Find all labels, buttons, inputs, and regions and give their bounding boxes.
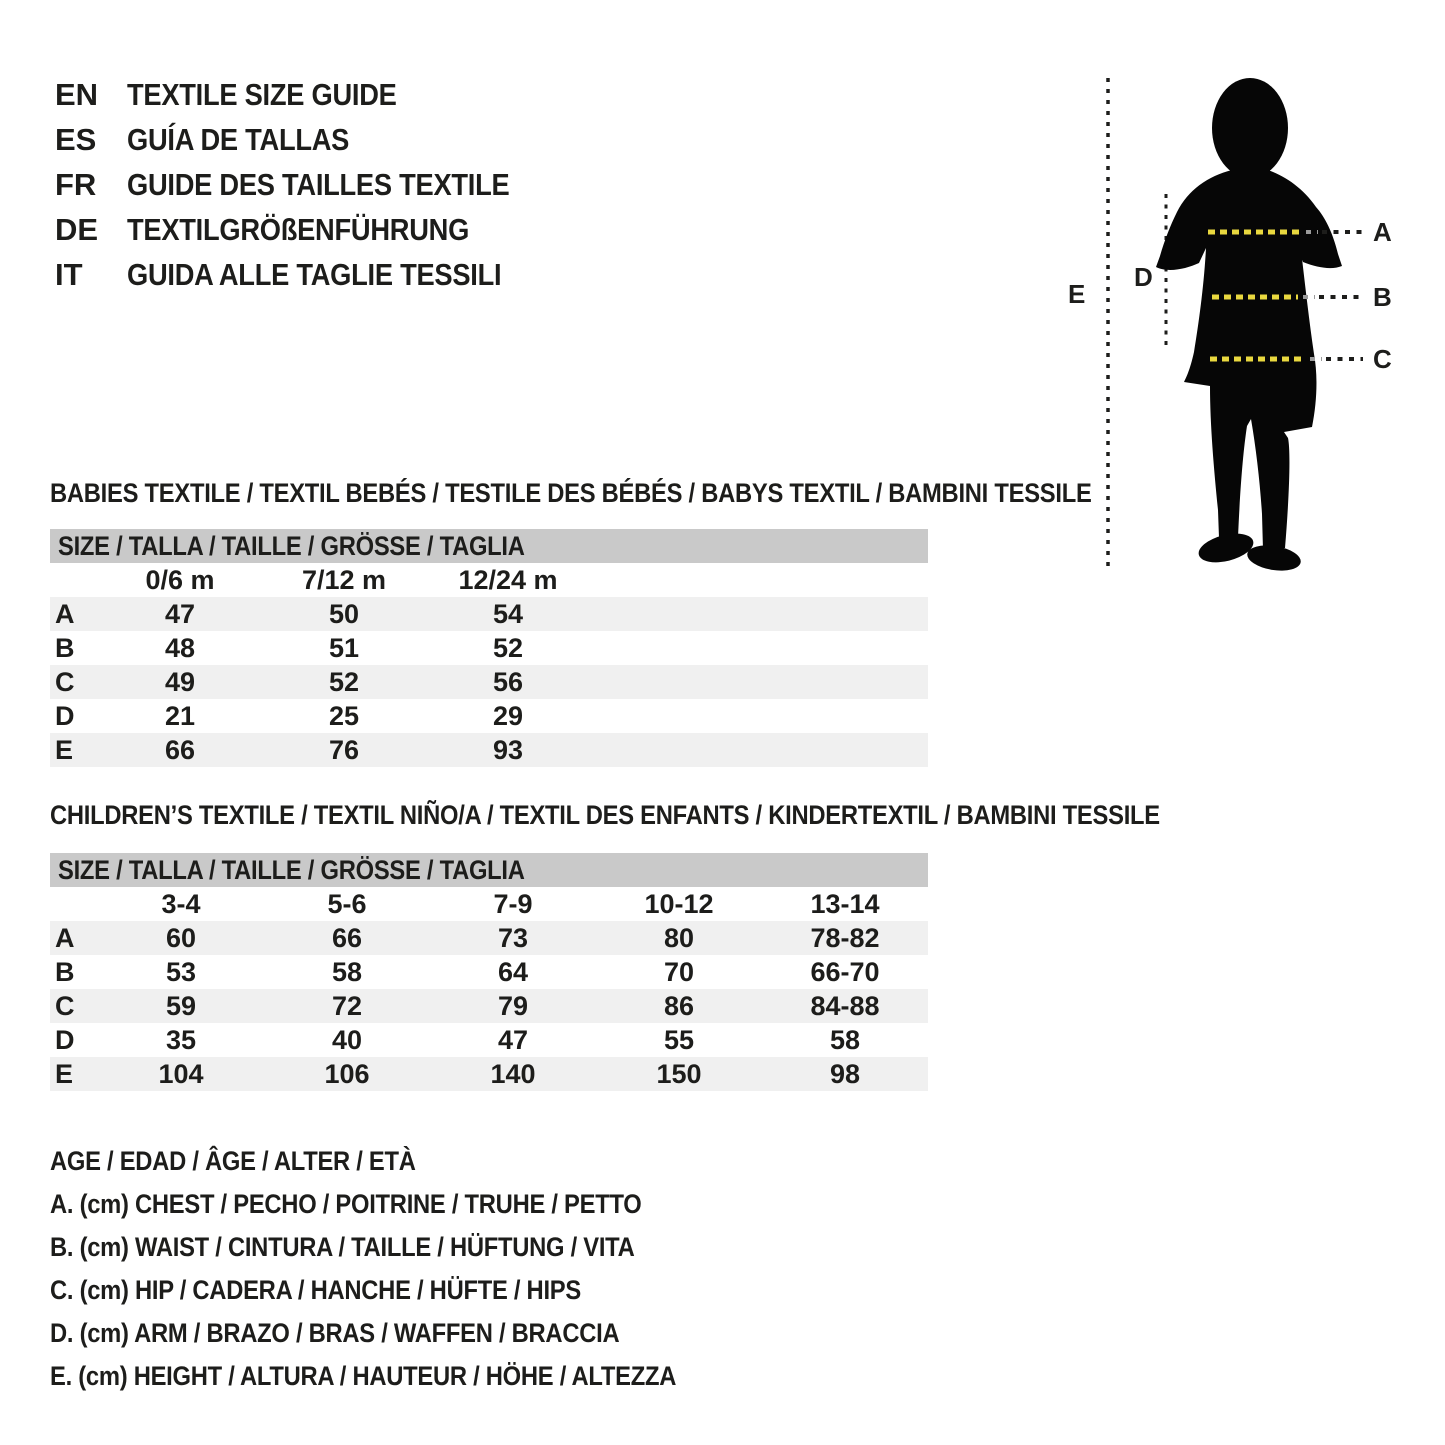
cell-value: 84-88 [810,990,880,1021]
row-label: B [55,956,75,987]
row-label: D [55,700,75,731]
cell-value: 79 [497,990,529,1021]
legend-line-age: AGE / EDAD / ÂGE / ALTER / ETÀ [50,1146,416,1176]
cell-value: 60 [165,922,197,953]
cell-value: 72 [331,990,363,1021]
cell-value: 66 [164,734,196,765]
column-header: 5-6 [327,888,367,919]
legend-line-hip: C. (cm) HIP / CADERA / HANCHE / HÜFTE / HIPS [50,1275,581,1305]
cell-value: 40 [331,1024,363,1055]
cell-value: 58 [829,1024,861,1055]
column-header: 12/24 m [458,564,558,595]
language-title: GUIDA ALLE TAGLIE TESSILI [127,256,502,292]
cell-value: 29 [492,700,524,731]
cell-value: 21 [164,700,196,731]
language-row [55,117,562,162]
cell-value: 52 [492,632,524,663]
language-row [55,72,562,117]
language-list [55,72,562,297]
table-row [50,665,928,699]
cell-value: 35 [165,1024,197,1055]
cell-value: 55 [663,1024,695,1055]
language-title: TEXTILGRÖßENFÜHRUNG [127,211,470,247]
cell-value: 47 [164,598,196,629]
legend-line-arm: D. (cm) ARM / BRAZO / BRAS / WAFFEN / BRACCIA [50,1318,620,1348]
language-row [55,162,562,207]
babies-section-title: BABIES TEXTILE / TEXTIL BEBÉS / TESTILE DES BÉBÉS / BABYS TEXTIL / BAMBINI TESSILE [50,477,1092,508]
table-row [50,1023,928,1057]
language-code: IT [55,256,83,292]
cell-value: 70 [663,956,695,987]
cell-value: 106 [324,1058,370,1089]
language-code: EN [55,76,99,112]
column-header: 10-12 [644,888,714,919]
cell-value: 47 [497,1024,529,1055]
row-label: B [55,632,75,663]
row-label: A [55,922,75,953]
legend-line-height: E. (cm) HEIGHT / ALTURA / HAUTEUR / HÖHE / ALTEZZA [50,1361,677,1391]
cell-value: 150 [656,1058,702,1089]
cell-value: 48 [164,632,196,663]
table-row [50,597,928,631]
cell-value: 64 [497,956,529,987]
measure-label-a: A [1373,217,1392,247]
measure-label-c: C [1373,344,1392,374]
cell-value: 58 [331,956,363,987]
cell-value: 25 [328,700,360,731]
children-section-title: CHILDREN’S TEXTILE / TEXTIL NIÑO/A / TEXTIL DES ENFANTS / KINDERTEXTIL / BAMBINI TESSILE [50,799,1160,830]
row-label: C [55,666,75,697]
cell-value: 50 [328,598,360,629]
language-title: GUÍA DE TALLAS [127,121,350,157]
column-headers [50,887,928,921]
table-row [50,955,928,989]
language-row [55,252,562,297]
column-header: 7/12 m [301,564,387,595]
cell-value: 66 [331,922,363,953]
cell-value: 52 [328,666,360,697]
language-title: TEXTILE SIZE GUIDE [127,76,397,112]
cell-value: 98 [829,1058,861,1089]
language-row [55,207,562,252]
row-label: A [55,598,75,629]
language-code: DE [55,211,99,247]
cell-value: 49 [164,666,196,697]
children-size-table [50,853,928,1091]
cell-value: 51 [328,632,360,663]
cell-value: 140 [490,1058,536,1089]
legend-line-waist: B. (cm) WAIST / CINTURA / TAILLE / HÜFTUNG / VITA [50,1232,635,1262]
cell-value: 56 [492,666,524,697]
language-code: FR [55,166,97,202]
cell-value: 86 [663,990,695,1021]
column-header: 3-4 [161,888,201,919]
row-label: D [55,1024,75,1055]
row-label: E [55,1058,74,1089]
row-label: C [55,990,75,1021]
silhouette-head [1212,78,1288,178]
cell-value: 66-70 [810,956,880,987]
cell-value: 73 [497,922,529,953]
column-headers [50,563,928,597]
cell-value: 78-82 [810,922,880,953]
silhouette-right-shoe [1245,542,1302,574]
table-header: SIZE / TALLA / TAILLE / GRÖSSE / TAGLIA [50,853,928,887]
cell-value: 59 [165,990,197,1021]
table-row [50,733,928,767]
cell-value: 53 [165,956,197,987]
table-row [50,921,928,955]
language-title: GUIDE DES TAILLES TEXTILE [127,166,510,202]
column-header: 7-9 [493,888,533,919]
measure-label-e: E [1068,279,1086,309]
cell-value: 54 [492,598,524,629]
language-code: ES [55,121,97,157]
column-header: 0/6 m [145,564,215,595]
column-header: 13-14 [810,888,880,919]
cell-value: 80 [663,922,695,953]
measure-label-b: B [1373,282,1392,312]
table-header: SIZE / TALLA / TAILLE / GRÖSSE / TAGLIA [50,529,928,563]
cell-value: 93 [492,734,524,765]
table-row [50,631,928,665]
table-row [50,1057,928,1091]
cell-value: 76 [328,734,360,765]
table-row [50,699,928,733]
table-row [50,989,928,1023]
measure-label-d: D [1134,262,1153,292]
row-label: E [55,734,74,765]
babies-size-table [50,529,928,767]
legend [50,1140,761,1398]
legend-line-chest: A. (cm) CHEST / PECHO / POITRINE / TRUHE / PETTO [50,1189,642,1219]
cell-value: 104 [158,1058,204,1089]
